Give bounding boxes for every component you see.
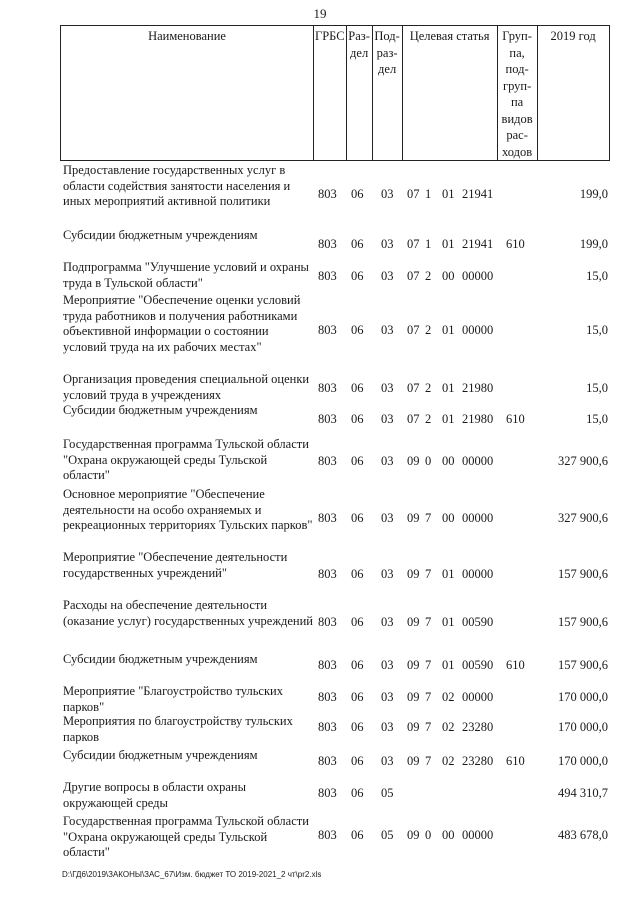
cell-amount-2019: 483 678,0 bbox=[558, 828, 608, 842]
cell-expense-type: 610 bbox=[506, 658, 525, 672]
cell-grbs: 803 bbox=[318, 237, 337, 251]
cell-target-event: 01 bbox=[442, 237, 455, 251]
row-name: Основное мероприятие "Обеспечение деятельности на особо охраняемых и рекреационных территориях Тульских парков" bbox=[63, 487, 313, 532]
cell-grbs: 803 bbox=[318, 187, 337, 201]
cell-target-subprogram: 7 bbox=[425, 615, 432, 629]
cell-target-event: 00 bbox=[442, 269, 455, 283]
cell-target-subprogram: 7 bbox=[425, 754, 432, 768]
cell-target-subprogram: 2 bbox=[425, 412, 432, 426]
cell-target-event: 01 bbox=[442, 615, 455, 629]
row-name: Субсидии бюджетным учреждениям bbox=[63, 403, 258, 417]
cell-target-program: 09 bbox=[407, 720, 420, 734]
cell-target-direction: 23280 bbox=[462, 720, 494, 734]
cell-grbs: 803 bbox=[318, 615, 337, 629]
cell-podrazdel: 03 bbox=[381, 412, 394, 426]
cell-grbs: 803 bbox=[318, 720, 337, 734]
row-name: Предоставление государственных услуг в области содействия занятости населения и иных мероприятий активной политики bbox=[63, 163, 291, 208]
cell-razdel: 06 bbox=[351, 615, 364, 629]
cell-razdel: 06 bbox=[351, 511, 364, 525]
cell-podrazdel: 03 bbox=[381, 720, 394, 734]
cell-grbs: 803 bbox=[318, 828, 337, 842]
cell-target-event: 02 bbox=[442, 690, 455, 704]
cell-target-direction: 00000 bbox=[462, 454, 494, 468]
row-name: Субсидии бюджетным учреждениям bbox=[63, 652, 258, 666]
cell-podrazdel: 03 bbox=[381, 187, 394, 201]
row-name: Субсидии бюджетным учреждениям bbox=[63, 748, 258, 762]
cell-razdel: 06 bbox=[351, 786, 364, 800]
cell-razdel: 06 bbox=[351, 658, 364, 672]
header-grbs: ГРБС bbox=[314, 26, 347, 161]
cell-target-event: 02 bbox=[442, 754, 455, 768]
cell-podrazdel: 03 bbox=[381, 658, 394, 672]
cell-amount-2019: 15,0 bbox=[586, 323, 608, 337]
cell-grbs: 803 bbox=[318, 786, 337, 800]
cell-target-direction: 00590 bbox=[462, 658, 494, 672]
cell-amount-2019: 327 900,6 bbox=[558, 454, 608, 468]
cell-target-program: 09 bbox=[407, 690, 420, 704]
cell-target-subprogram: 7 bbox=[425, 658, 432, 672]
cell-grbs: 803 bbox=[318, 690, 337, 704]
cell-target-event: 01 bbox=[442, 323, 455, 337]
cell-target-program: 09 bbox=[407, 615, 420, 629]
cell-target-subprogram: 0 bbox=[425, 454, 432, 468]
cell-target-direction: 21941 bbox=[462, 187, 494, 201]
cell-target-direction: 00000 bbox=[462, 323, 494, 337]
row-name: Государственная программа Тульской области "Охрана окружающей среды Тульской области" bbox=[63, 814, 309, 859]
row-name: Другие вопросы в области охраны окружающей среды bbox=[63, 780, 247, 810]
cell-target-program: 07 bbox=[407, 187, 420, 201]
cell-target-event: 02 bbox=[442, 720, 455, 734]
cell-expense-type: 610 bbox=[506, 754, 525, 768]
cell-target-subprogram: 2 bbox=[425, 269, 432, 283]
cell-amount-2019: 170 000,0 bbox=[558, 690, 608, 704]
cell-amount-2019: 157 900,6 bbox=[558, 658, 608, 672]
cell-razdel: 06 bbox=[351, 187, 364, 201]
row-name: Мероприятие "Обеспечение деятельности государственных учреждений" bbox=[63, 550, 288, 580]
cell-target-event: 01 bbox=[442, 381, 455, 395]
cell-target-direction: 21941 bbox=[462, 237, 494, 251]
cell-grbs: 803 bbox=[318, 658, 337, 672]
cell-target-event: 01 bbox=[442, 412, 455, 426]
cell-target-subprogram: 7 bbox=[425, 511, 432, 525]
cell-grbs: 803 bbox=[318, 754, 337, 768]
cell-amount-2019: 170 000,0 bbox=[558, 720, 608, 734]
row-name: Субсидии бюджетным учреждениям bbox=[63, 228, 258, 242]
cell-target-program: 07 bbox=[407, 412, 420, 426]
cell-podrazdel: 03 bbox=[381, 754, 394, 768]
cell-razdel: 06 bbox=[351, 690, 364, 704]
cell-podrazdel: 03 bbox=[381, 381, 394, 395]
page-number: 19 bbox=[313, 6, 327, 21]
cell-target-direction: 00000 bbox=[462, 690, 494, 704]
cell-razdel: 06 bbox=[351, 567, 364, 581]
cell-grbs: 803 bbox=[318, 381, 337, 395]
cell-razdel: 06 bbox=[351, 754, 364, 768]
header-razdel: Раз- дел bbox=[346, 26, 372, 161]
cell-target-program: 09 bbox=[407, 454, 420, 468]
cell-target-direction: 23280 bbox=[462, 754, 494, 768]
cell-target-event: 01 bbox=[442, 658, 455, 672]
header-target: Целевая статья bbox=[402, 26, 497, 161]
cell-podrazdel: 05 bbox=[381, 786, 394, 800]
cell-amount-2019: 199,0 bbox=[579, 237, 608, 251]
cell-target-direction: 21980 bbox=[462, 381, 494, 395]
cell-target-event: 00 bbox=[442, 454, 455, 468]
header-podrazdel: Под- раз- дел bbox=[372, 26, 402, 161]
cell-amount-2019: 15,0 bbox=[586, 269, 608, 283]
cell-razdel: 06 bbox=[351, 720, 364, 734]
cell-grbs: 803 bbox=[318, 567, 337, 581]
header-sum: 2019 год bbox=[537, 26, 609, 161]
header-name: Наименование bbox=[61, 26, 314, 161]
cell-expense-type: 610 bbox=[506, 412, 525, 426]
cell-amount-2019: 15,0 bbox=[586, 381, 608, 395]
cell-amount-2019: 157 900,6 bbox=[558, 567, 608, 581]
cell-podrazdel: 03 bbox=[381, 511, 394, 525]
cell-podrazdel: 03 bbox=[381, 269, 394, 283]
cell-target-program: 07 bbox=[407, 381, 420, 395]
cell-target-program: 09 bbox=[407, 567, 420, 581]
cell-target-direction: 00000 bbox=[462, 269, 494, 283]
cell-target-event: 01 bbox=[442, 567, 455, 581]
cell-target-direction: 00000 bbox=[462, 511, 494, 525]
cell-target-subprogram: 2 bbox=[425, 323, 432, 337]
cell-amount-2019: 199,0 bbox=[579, 187, 608, 201]
cell-grbs: 803 bbox=[318, 323, 337, 337]
cell-amount-2019: 15,0 bbox=[586, 412, 608, 426]
cell-razdel: 06 bbox=[351, 828, 364, 842]
cell-target-program: 07 bbox=[407, 237, 420, 251]
cell-amount-2019: 157 900,6 bbox=[558, 615, 608, 629]
cell-target-event: 01 bbox=[442, 187, 455, 201]
cell-podrazdel: 03 bbox=[381, 690, 394, 704]
cell-amount-2019: 327 900,6 bbox=[558, 511, 608, 525]
row-name: Расходы на обеспечение деятельности (оказание услуг) государственных учреждений bbox=[63, 598, 313, 628]
row-name: Государственная программа Тульской области "Охрана окружающей среды Тульской области" bbox=[63, 437, 309, 482]
cell-target-direction: 21980 bbox=[462, 412, 494, 426]
cell-target-program: 07 bbox=[407, 269, 420, 283]
cell-target-program: 09 bbox=[407, 511, 420, 525]
cell-target-subprogram: 0 bbox=[425, 828, 432, 842]
row-name: Организация проведения специальной оценки условий труда в учреждениях bbox=[63, 372, 310, 402]
cell-amount-2019: 170 000,0 bbox=[558, 754, 608, 768]
cell-razdel: 06 bbox=[351, 269, 364, 283]
file-path-footer: D:\ГД6\2019\ЗАКОНЫ\ЗАС_67\Изм. бюджет ТО 2019-2021_2 чт\pr2.xls bbox=[62, 870, 322, 879]
cell-grbs: 803 bbox=[318, 511, 337, 525]
cell-target-event: 00 bbox=[442, 828, 455, 842]
cell-podrazdel: 03 bbox=[381, 237, 394, 251]
header-vid: Груп- па, под- груп- па видов рас- ходов bbox=[497, 26, 537, 161]
cell-target-subprogram: 7 bbox=[425, 567, 432, 581]
cell-grbs: 803 bbox=[318, 454, 337, 468]
cell-target-subprogram: 2 bbox=[425, 381, 432, 395]
cell-amount-2019: 494 310,7 bbox=[558, 786, 608, 800]
cell-razdel: 06 bbox=[351, 237, 364, 251]
cell-target-subprogram: 7 bbox=[425, 690, 432, 704]
cell-target-subprogram: 1 bbox=[425, 237, 432, 251]
cell-target-subprogram: 7 bbox=[425, 720, 432, 734]
cell-razdel: 06 bbox=[351, 412, 364, 426]
cell-podrazdel: 03 bbox=[381, 323, 394, 337]
row-name: Мероприятие "Благоустройство тульских парков" bbox=[63, 684, 283, 714]
cell-razdel: 06 bbox=[351, 323, 364, 337]
cell-target-direction: 00590 bbox=[462, 615, 494, 629]
cell-target-direction: 00000 bbox=[462, 567, 494, 581]
cell-expense-type: 610 bbox=[506, 237, 525, 251]
cell-grbs: 803 bbox=[318, 412, 337, 426]
cell-podrazdel: 05 bbox=[381, 828, 394, 842]
cell-target-program: 09 bbox=[407, 828, 420, 842]
cell-razdel: 06 bbox=[351, 381, 364, 395]
cell-target-program: 09 bbox=[407, 754, 420, 768]
cell-target-program: 09 bbox=[407, 658, 420, 672]
cell-grbs: 803 bbox=[318, 269, 337, 283]
row-name: Мероприятие "Обеспечение оценки условий труда работников и получения работниками объективной информации о состоянии условий труда на их рабочих местах" bbox=[63, 293, 301, 354]
cell-target-direction: 00000 bbox=[462, 828, 494, 842]
cell-podrazdel: 03 bbox=[381, 615, 394, 629]
cell-target-subprogram: 1 bbox=[425, 187, 432, 201]
cell-podrazdel: 03 bbox=[381, 454, 394, 468]
cell-target-event: 00 bbox=[442, 511, 455, 525]
cell-razdel: 06 bbox=[351, 454, 364, 468]
row-name: Подпрограмма "Улучшение условий и охраны труда в Тульской области" bbox=[63, 260, 309, 290]
row-name: Мероприятия по благоустройству тульских парков bbox=[63, 714, 293, 744]
cell-podrazdel: 03 bbox=[381, 567, 394, 581]
cell-target-program: 07 bbox=[407, 323, 420, 337]
